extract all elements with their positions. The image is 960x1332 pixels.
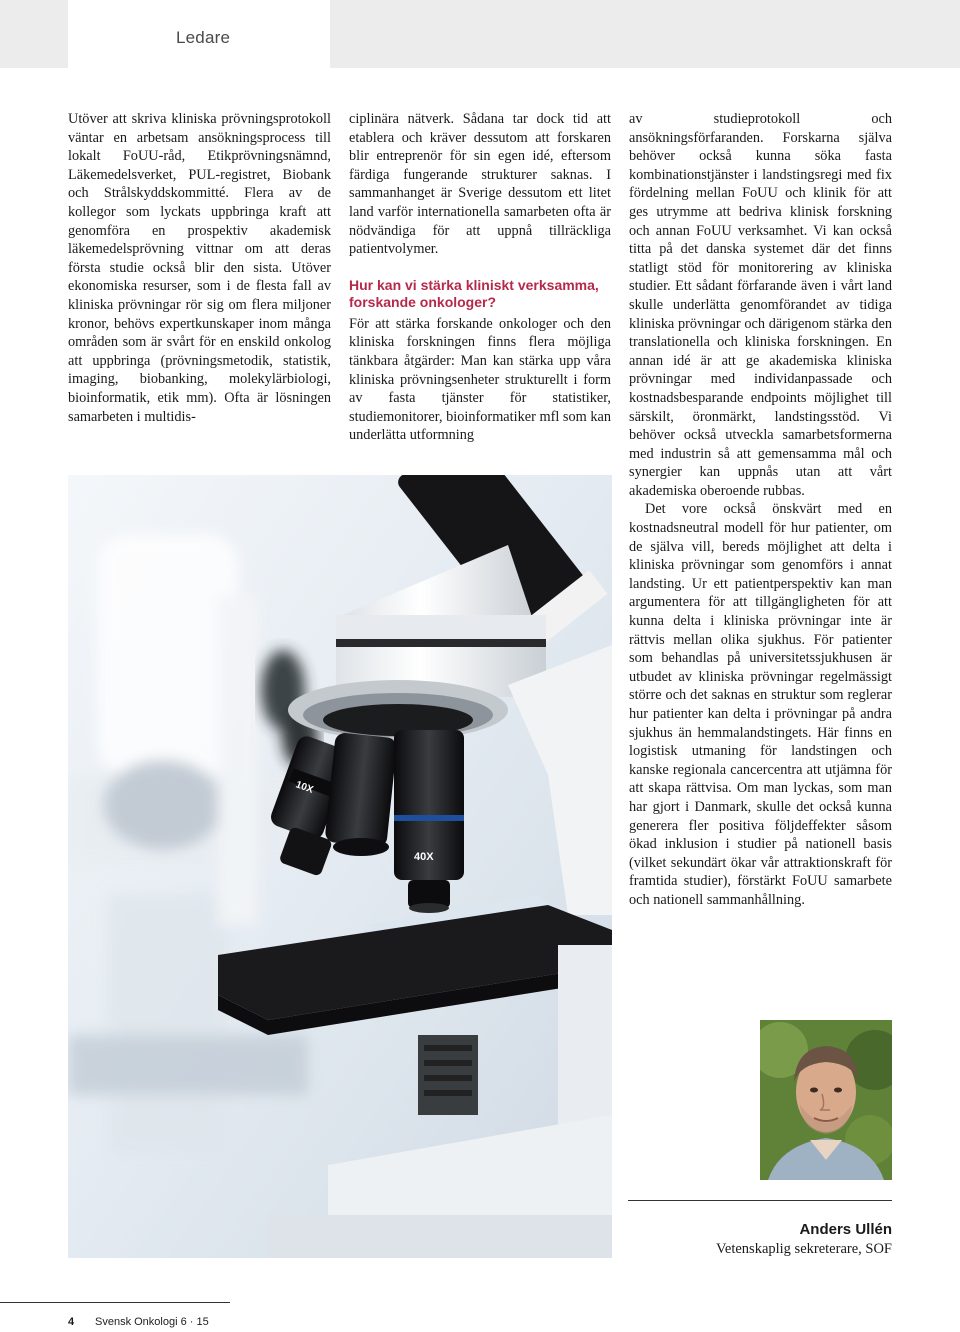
- author-portrait: [760, 1020, 892, 1180]
- publication-name: Svensk Onkologi 6 · 15: [95, 1316, 209, 1328]
- author-role: Vetenskaplig sekreterare, SOF: [716, 1241, 892, 1257]
- microscope-photo: [68, 475, 612, 1258]
- author-name: Anders Ullén: [799, 1221, 892, 1238]
- text-column-3: [629, 110, 892, 910]
- page-number: 4: [68, 1316, 75, 1328]
- subheading: Hur kan vi stärka kliniskt verksamma, forskande onkologer?: [349, 276, 599, 310]
- text-column-2: [349, 110, 611, 445]
- objective-label: 10X: [294, 779, 315, 796]
- footer-divider: [0, 1302, 230, 1303]
- paragraph: För att stärka forskande onkologer och den kliniska forskningen finns flera möjliga tänkbara åtgärder: Man kan stärka upp våra kliniska prövningsenheter strukturellt i form av fasta tjänster för statistiker, studiemonitorer, bioinformatiker mfl som kan underlätta utformning: [349, 315, 611, 444]
- text-column-1: [68, 110, 331, 426]
- paragraph: Utöver att skriva kliniska prövningsprotokoll väntar en arbetsam ansökningsprocess till lokalt FoUU-råd, Etikprövningsnämnd, Läkemedelsverket, PUL-registret, Biobank och Strålskyddskommitté. Flera av de kollegor som lyckats uppbringa kraft att genomföra en prospektiv akademisk läkemedelsprövning vittnar om att deras första studie också blir den sista. Utöver ekonomiska resurser, som i de flesta fall av kliniska prövningar rör sig om flera miljoner kronor, behövs expertkunskaper inom många områden som är svårt för en enskild onkolog att uppbringa (prövningsmetodik, statistik, imaging, biobanking, molekylärbiologi, bioinformatik, etik mm). Ofta är lösningen samarbeten i multidis-: [68, 111, 331, 425]
- objective-label: 40X: [414, 851, 434, 863]
- paragraph: Det vore också önskvärt med en kostnadsneutral modell för hur patienter, om de själva vill, bereds möjlighet att delta i kliniska prövningar som genomförs i annat landsting. Ur ett patientperspektiv kan man argumentera för att tillgängligheten för att kunna delta i kliniska prövningar inte är rättvis mellan olika sjukhus. För patienter som behandlas på universitetssjukhusen är utbudet av kliniska prövningar regelmässigt större och det saknas en struktur som reglerar hur patienter kan delta i prövningar på andra sjukhus än hemmalandstingets. Här finns en logistisk utmaning för landstingen och kanske regionala cancercentra att utjämna för att skapa rättvisa. Om man lyckas, som man har gjort i Danmark, skulle det också kunna generera fler positiva följdeffekter såsom ökad inklusion i studier på nationell basis (vilket sekundärt ökar vår attraktionskraft för framtida studier), förstärkt FoUU samarbete och nationell sammanhållning.: [629, 501, 892, 908]
- paragraph: av studieprotokoll och ansökningsförfaranden. Forskarna själva behöver också kunna söka fasta kombinationstjänster i landstingsregi med fix fördelning mellan FoUU och klinik för att ges utrymme att bedriva klinisk forskning och annan FoUU verksamhet. Vi kan också titta på det danska systemet där det finns statligt stöd för monitorering av kliniska studier. Ett sådant förfarande även i vårt land skulle underlätta genomförandet av tidiga kliniska prövningar och därigenom stärka den translationella och kliniska forskningen. En annan idé är att ge akademiska kliniska prövningar med individanpassade och kostnadsbesparande endpoints möjlighet till särskilt, öronmärkt, landstingsstöd. Vi behöver också utveckla samarbetsformerna med industrin så att gemensamma mål och synergier kan uppnås utan att vårt akademiska oberoende rubbas.: [629, 111, 892, 499]
- section-label: Ledare: [176, 28, 231, 47]
- signature-divider: [628, 1200, 892, 1201]
- paragraph: ciplinära nätverk. Sådana tar dock tid att etablera och kräver dessutom att forskaren blir entreprenör för sin egen idé, eftersom färdiga fungerande strukturer saknas. I sammanhanget är Sverige dessutom ett litet land varför internationella samarbeten ofta är nödvändiga för att uppnå tillräckliga patientvolymer.: [349, 111, 611, 258]
